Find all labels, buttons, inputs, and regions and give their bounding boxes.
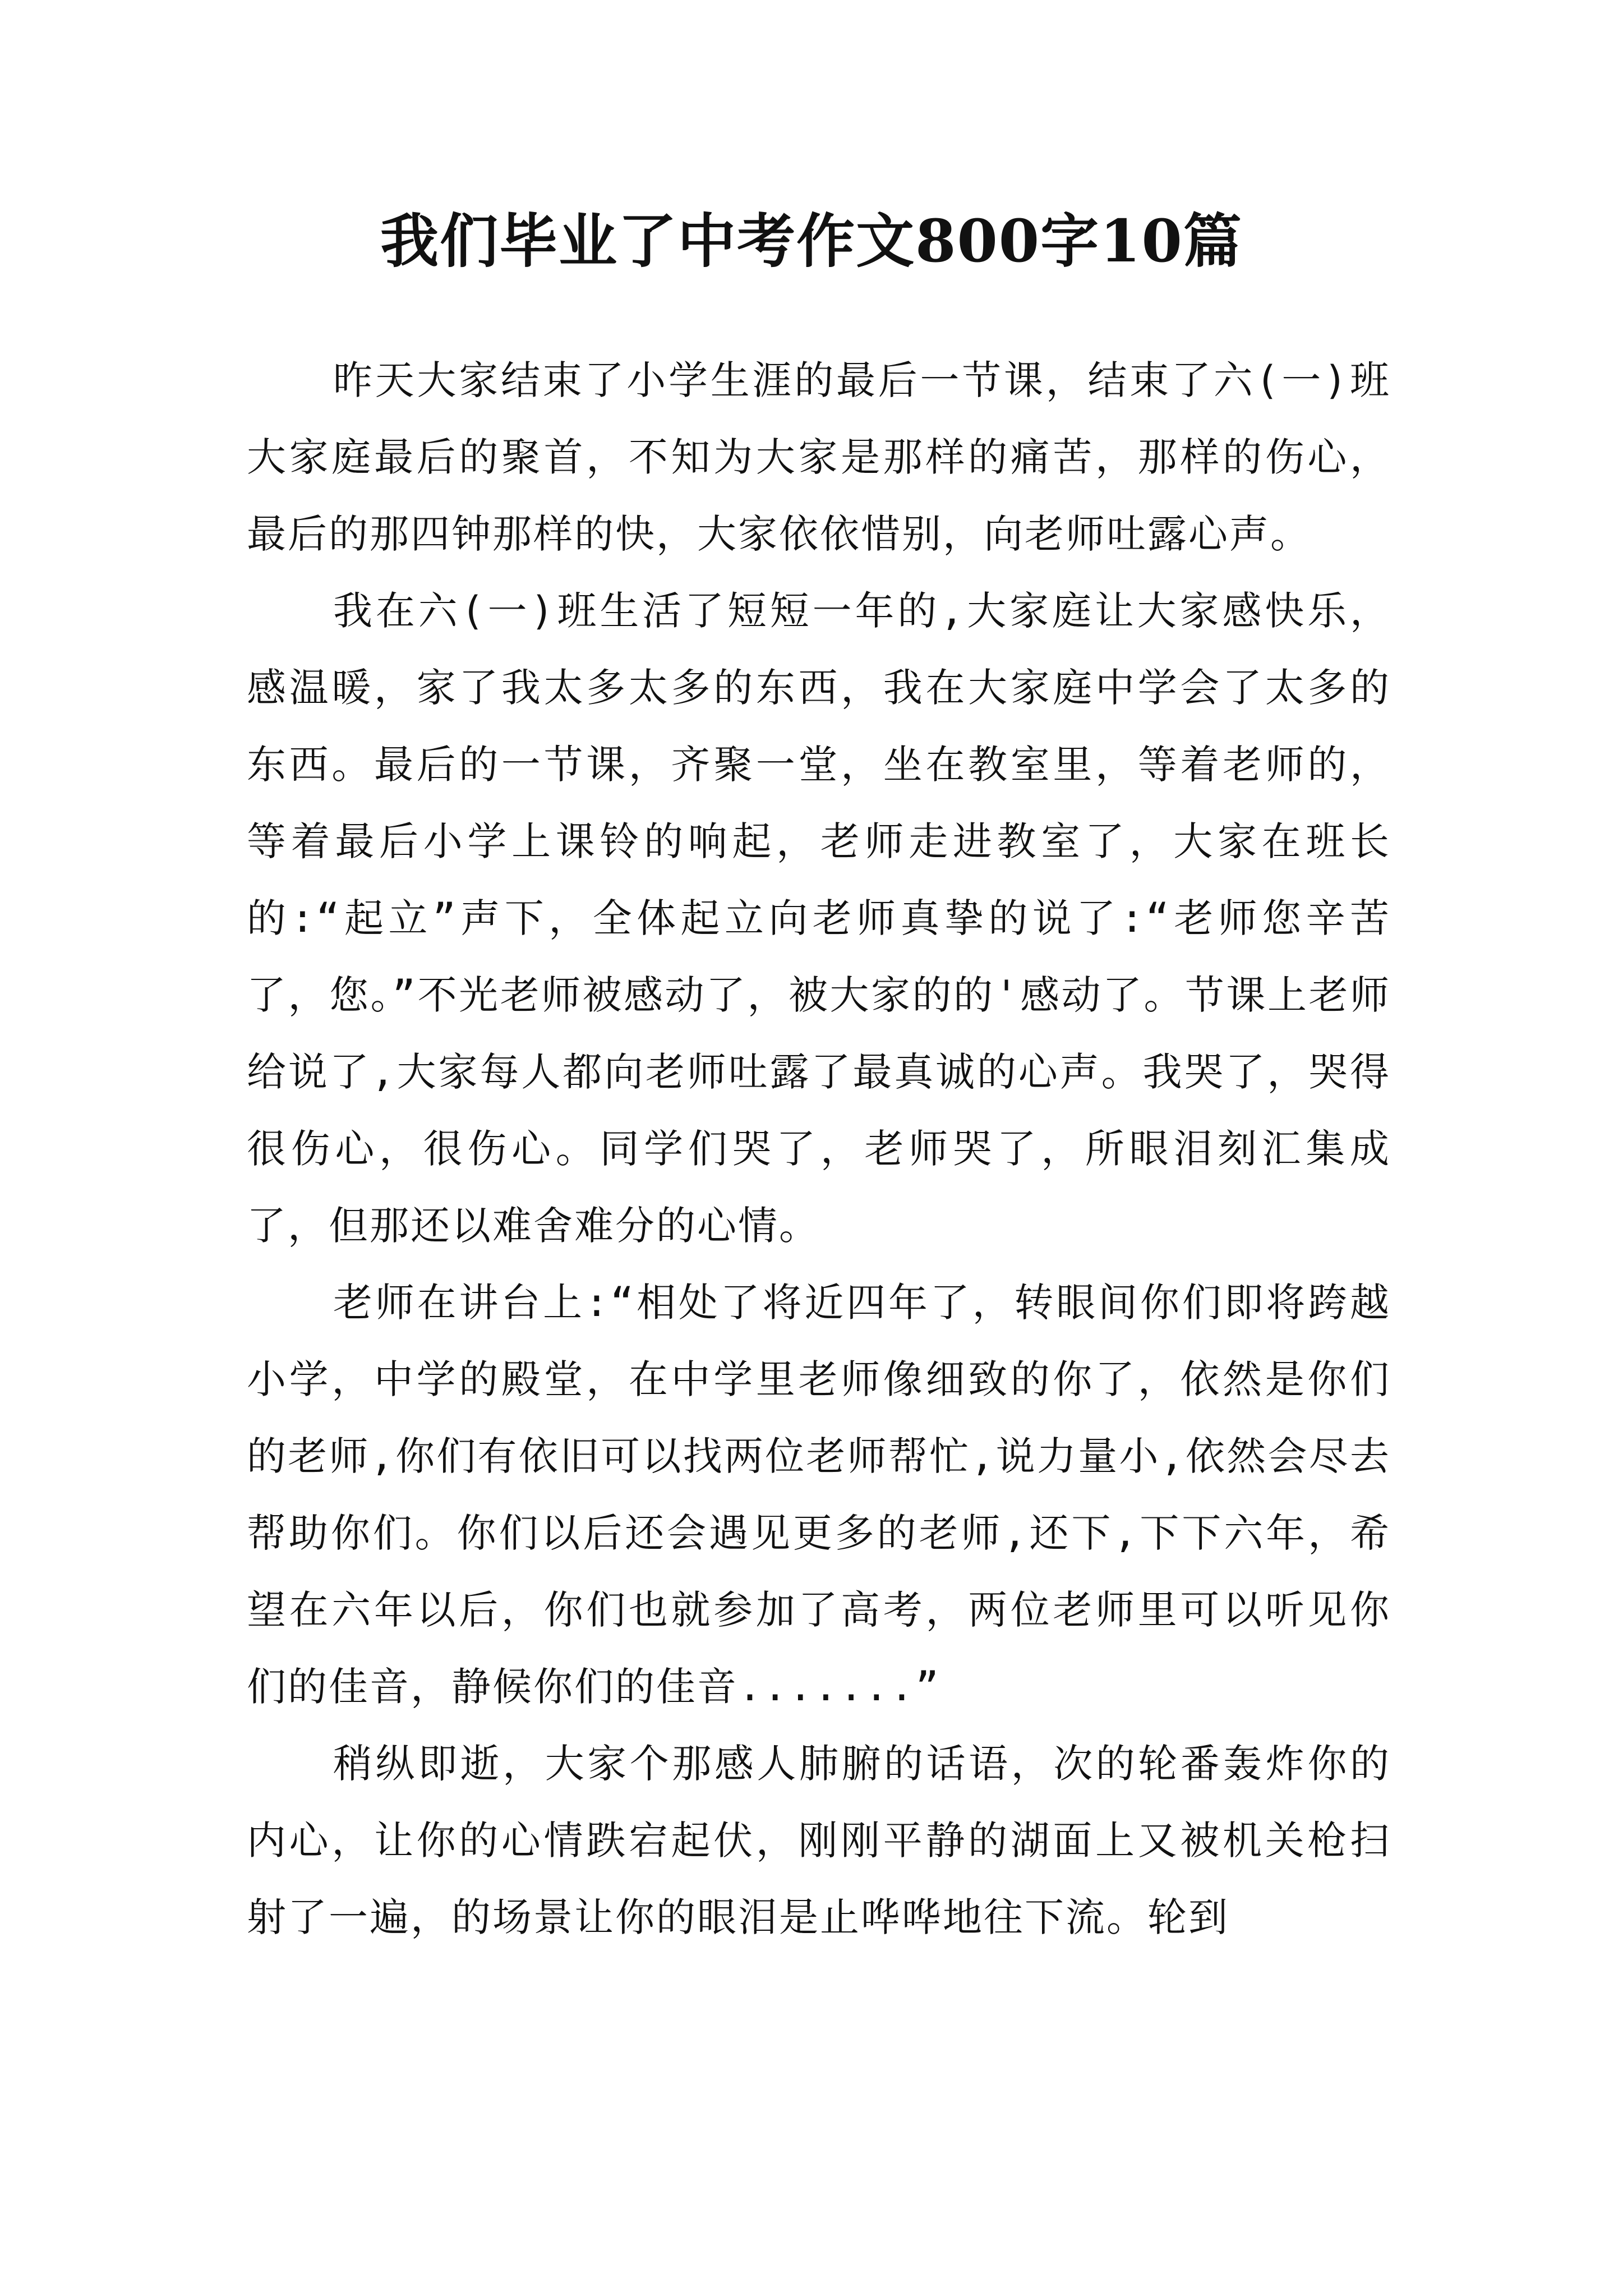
paragraph: 稍纵即逝，大家个那感人肺腑的话语，次的轮番轰炸你的内心，让你的心情跌宕起伏，刚刚平静的湖面上又被机关枪扫射了一遍，的场景让你的眼泪是止哗哗地往下流。轮到: [247, 1741, 1391, 1940]
paragraph: 昨天大家结束了小学生涯的最后一节课，结束了六(一)班大家庭最后的聚首，不知为大家是那样的痛苦，那样的伤心，最后的那四钟那样的快，大家依依惜别，向老师吐露心声。: [247, 357, 1391, 557]
paragraph: 老师在讲台上:“相处了将近四年了，转眼间你们即将跨越小学，中学的殿堂，在中学里老师像细致的你了，依然是你们的老师,你们有依旧可以找两位老师帮忙,说力量小,依然会尽去帮助你们。你们以后还会遇见更多的老师,还下,下下六年，希望在六年以后，你们也就参加了高考，两位老师里可以听见你们的佳音，静候你们的佳音.......”: [247, 1280, 1391, 1710]
paragraph: 我在六(一)班生活了短短一年的,大家庭让大家感快乐，感温暖，家了我太多太多的东西，我在大家庭中学会了太多的东西。最后的一节课，齐聚一堂，坐在教室里，等着老师的，等着最后小学上课铃的响起，老师走进教室了，大家在班长的:“起立”声下，全体起立向老师真挚的说了:“老师您辛苦了，您。”不光老师被感动了，被大家的的'感动了。节课上老师给说了,大家每人都向老师吐露了最真诚的心声。我哭了，哭得很伤心，很伤心。同学们哭了，老师哭了，所眼泪刻汇集成了，但那还以难舍难分的心情。: [247, 588, 1391, 1249]
document-title: 我们毕业了中考作文800字10篇: [380, 206, 1243, 275]
document-body: [247, 342, 1391, 1956]
